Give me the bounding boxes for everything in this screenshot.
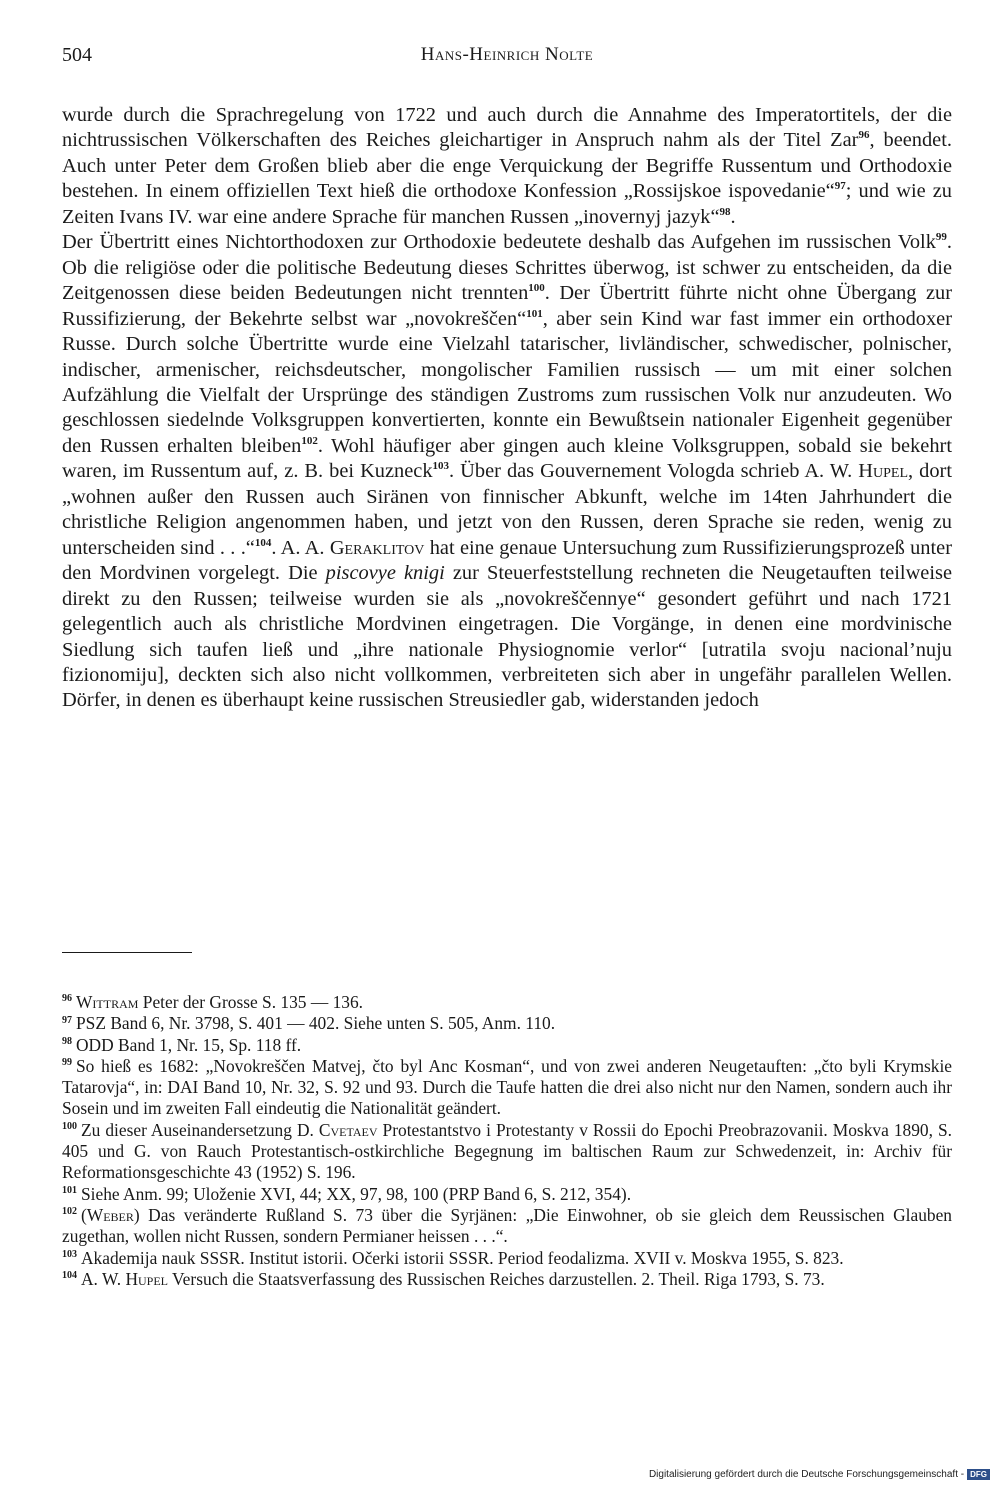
footnote-number: 96 — [62, 993, 72, 1005]
footnote-ref: 104 — [254, 536, 272, 549]
author-name: Hupel — [858, 460, 909, 483]
page-number: 504 — [62, 44, 92, 66]
footnote — [62, 1035, 952, 1056]
text-run: hat eine genaue Untersuchung zum Russifizierungsprozeß unter den Mordvinen vorgelegt. Die — [62, 536, 952, 585]
footnote-text: ( — [81, 1204, 87, 1225]
paragraph — [62, 230, 952, 714]
footnote-text: ) Das veränderte Rußland S. 73 über die Syrjänen: „Die Einwohner, ob sie gleich dem Reussischen Glauben zugethan, wollen nicht Russen, sondern Permianer heissen . . .“. — [62, 1204, 952, 1247]
footnote-ref: 97 — [834, 180, 846, 193]
footnote-text: Protestantstvo i Protestanty v Rossii do Epochi Preobrazovanii. Moskva 1890, S. 405 und G. von Rauch Protestantisch-ostkirchliche Begegnung im baltischen Raum zur Schwedenzeit, in: Archiv für Reformationsgeschichte 43 (1952) S. 196. — [62, 1119, 952, 1183]
text-run: , aber sein Kind war fast immer ein orthodoxer Russe. Durch solche Übertritte wurde eine Vielzahl tatarischer, livländischer, schwedischer, polnischer, indischer, armenischer, reichsdeutscher, mongolischer Familien russisch — um mit einer solchen Aufzählung die Vielfalt der Ursprünge des ständigen Zustroms zum russischen Volk nur anzudeuten. Wo geschlossen siedelnde Volksgruppen konvertierten, konnte ein Bewußtsein nationaler Eigenheit gegenüber den Russen erhalten bleiben — [62, 307, 952, 457]
footnote-text: Akademija nauk SSSR. Institut istorii. Očerki istorii SSSR. Period feodalizma. XVII v. Moskva 1955, S. 823. — [81, 1247, 844, 1268]
text-run: Der Übertritt eines Nichtorthodoxen zur Orthodoxie bedeutete deshalb das Aufgehen im russischen Volk — [62, 231, 936, 254]
text-run: . A. A. — [271, 536, 330, 559]
running-head: Hans-Heinrich Nolte — [420, 44, 594, 65]
dfg-logo: DFG — [967, 1469, 990, 1480]
footnote-text: ODD Band 1, Nr. 15, Sp. 118 ff. — [76, 1034, 302, 1055]
footnote — [62, 1248, 952, 1269]
footnote — [62, 1269, 952, 1290]
footnote-text: Zu dieser Auseinandersetzung D. — [81, 1119, 319, 1140]
footnote-number: 103 — [62, 1248, 77, 1260]
footnote-ref: 96 — [858, 129, 870, 142]
text-run: . — [730, 205, 736, 228]
footnote-number: 104 — [62, 1270, 77, 1282]
footnote — [62, 1056, 952, 1120]
footnote — [62, 992, 952, 1013]
footnote-ref: 100 — [528, 282, 545, 295]
footnote-number: 99 — [62, 1057, 72, 1069]
footnote-author: Weber — [86, 1204, 134, 1225]
footnote-text: A. W. — [81, 1268, 126, 1289]
text-run: , dort „wohnen außer den Russen auch Siränen von finnischer Abkunft, welche im 14ten Jahrhundert die christliche Religion angenommen haben, und jetzt von den Russen, deren Sprache sie reden, wenig zu unterscheiden sind . . .“ — [62, 460, 952, 559]
text-run: . Der Übertritt führte nicht ohne Übergang zur Russifizierung, der Bekehrte selbst war „novokreščen“ — [62, 282, 952, 330]
footnote-text: Siehe Anm. 99; Uloženie XVI, 44; XX, 97, 98, 100 (PRP Band 6, S. 212, 354). — [81, 1183, 632, 1204]
paragraph — [62, 103, 952, 230]
footnote-author: Hupel — [125, 1268, 169, 1289]
footnote-ref: 98 — [719, 206, 731, 219]
footnote-text: PSZ Band 6, Nr. 3798, S. 401 — 402. Siehe unten S. 505, Anm. 110. — [76, 1013, 556, 1034]
footnote-number: 102 — [62, 1206, 77, 1218]
text-run: zur Steuerfeststellung rechneten die Neugetauften teilweise direkt zu den Russen; teilweise wurden sie als „novokreščennye“ gesondert geführt und nach 1721 gelegentlich auch als christliche Mordvinen eingetragen. Die Vorgänge, in denen eine mordvinische Siedlung sich taufen ließ und „ihre nationale Physiognomie verlor“ [utratila svoju nacional’nuju fizionomiju], deckten sich also nicht vollkommen, verbreiteten sich aber in ungefähr parallelen Wellen. Dörfer, in denen es überhaupt keine russischen Streusiedler gab, widerstanden jedoch — [62, 562, 952, 712]
page-header — [62, 44, 952, 74]
author-name: Geraklitov — [329, 536, 425, 559]
footnote — [62, 1120, 952, 1184]
footnote-text: So hieß es 1682: „Novokreščen Matvej, čto byl Anc Kosman“, und von zwei anderen Neugetauften: „čto byli Krymskie Tatarovja“, in: DAI Band 10, Nr. 32, S. 92 und 93. Durch die Taufe hatten die drei also nicht nur den Namen, sondern auch ihr Sosein und im zweiten Fall eindeutig die Nationalität geändert. — [62, 1055, 952, 1119]
footnote — [62, 1184, 952, 1205]
footnote-ref: 102 — [301, 435, 318, 448]
footnote-number: 101 — [62, 1184, 77, 1196]
footnote — [62, 1205, 952, 1248]
footnote-number: 97 — [62, 1014, 72, 1026]
text-run: . Wohl häufiger aber gingen auch kleine Volksgruppen, sobald sie bekehrt waren, im Russentum auf, z. B. bei Kuzneck — [62, 434, 952, 483]
text-run: . Ob die religiöse oder die politische Bedeutung dieses Schrittes überwog, ist schwer zu entscheiden, da die Zeitgenossen diese beiden Bedeutungen nicht trennten — [62, 231, 952, 305]
footnote-separator — [62, 952, 192, 953]
footnote-ref: 101 — [526, 307, 543, 320]
footnote-ref: 99 — [935, 231, 947, 244]
text-run: . Über das Gouvernement Vologda schrieb A. W. — [449, 460, 859, 483]
text-run: wurde durch die Sprachregelung von 1722 und auch durch die Annahme des Imperatortitels, der die nichtrussischen Völkerschaften des Reiches gleichartiger in Anspruch nahm als der Titel Zar — [62, 104, 952, 152]
footnote-text: Peter der Grosse S. 135 — 136. — [138, 992, 364, 1012]
footnote-ref: 103 — [432, 460, 450, 473]
footnote-text: Versuch die Staatsverfassung des Russischen Reiches darzustellen. 2. Theil. Riga 1793, S. 73. — [168, 1268, 825, 1289]
footnote-author: Wittram — [76, 992, 139, 1012]
footnotes — [62, 992, 952, 1290]
footnote — [62, 1013, 952, 1034]
text-run: , beendet. Auch unter Peter dem Großen blieb aber die enge Verquickung der Begriffe Russentum und Orthodoxie bestehen. In einem offiziellen Text hieß die orthodoxe Konfession „Rossijskoe ispovedanie“ — [62, 129, 952, 203]
footnote-number: 100 — [62, 1120, 77, 1132]
text-run: ; und wie zu Zeiten Ivans IV. war eine andere Sprache für manchen Russen „inovernyj jazyk“ — [62, 180, 953, 228]
footnote-number: 98 — [62, 1035, 72, 1047]
digitization-credit — [649, 1469, 990, 1480]
footnote-author: Cvetaev — [318, 1119, 378, 1140]
credit-text: Digitalisierung gefördert durch die Deutsche Forschungsgemeinschaft - — [648, 1469, 965, 1481]
italic-term: piscovye knigi — [325, 562, 445, 585]
body-text — [62, 103, 952, 714]
